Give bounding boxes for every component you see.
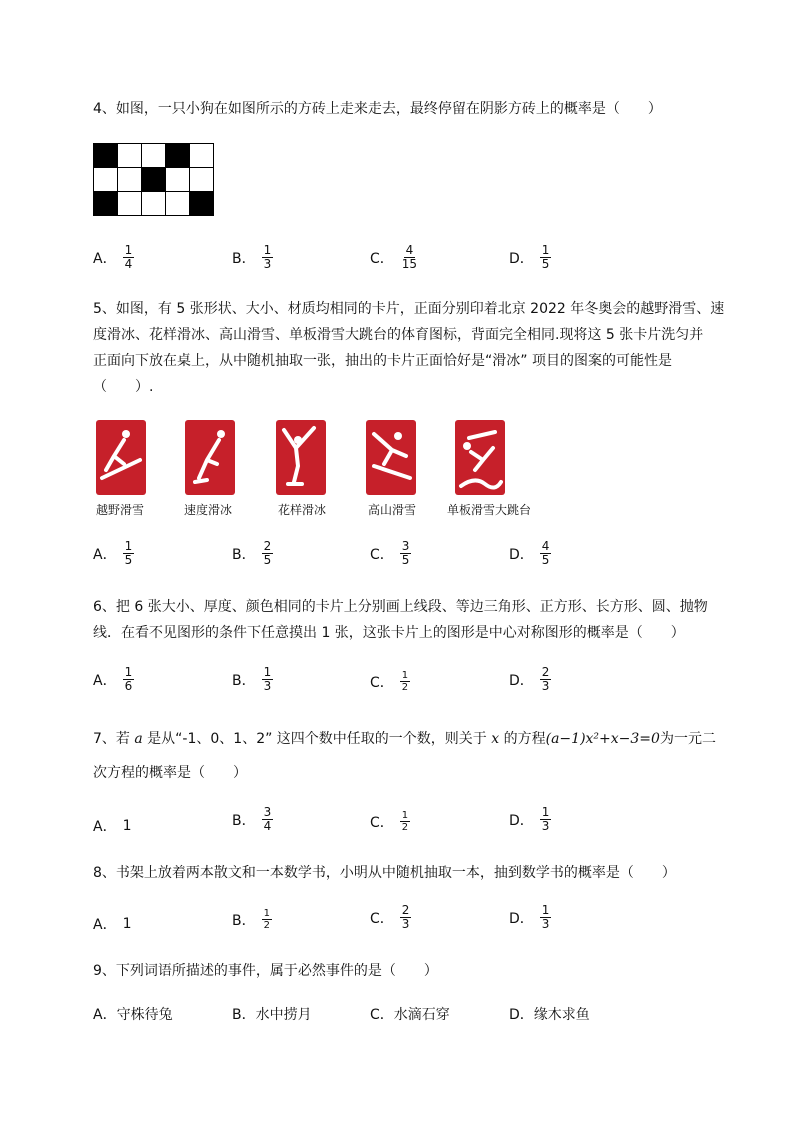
q6-option-b[interactable]: B． $\frac{1}{3}$ [232, 665, 272, 693]
q5-line4: （ ）. [93, 379, 154, 395]
tile [166, 168, 190, 192]
q8-option-a[interactable]: A． 1 [93, 916, 132, 933]
snowboard-big-air-icon [455, 420, 505, 495]
q4-option-c[interactable]: C． $\frac{4}{15}$ [370, 243, 418, 271]
shaded-tile [190, 192, 214, 216]
q8-text: 8、书架上放着两本散文和一本数学书，小明从中随机抽取一本，抽到数学书的概率是（ ） [93, 865, 676, 881]
q9-option-c[interactable]: C． 水滴石穿 [370, 1007, 450, 1023]
shaded-tile [142, 168, 166, 192]
q5-option-b[interactable]: B． $\frac{2}{5}$ [232, 539, 272, 567]
q5-option-a[interactable]: A． $\frac{1}{5}$ [93, 539, 133, 567]
q7-option-c[interactable]: C． $\frac{1}{2}$ [370, 810, 409, 833]
tile [118, 144, 142, 168]
cross-country-skiing-icon [96, 420, 146, 495]
tile [190, 168, 214, 192]
card-label: 越野滑雪 [96, 503, 145, 517]
q7-option-a[interactable]: A． 1 [93, 818, 132, 835]
q6-option-d[interactable]: D． $\frac{2}{3}$ [509, 665, 550, 693]
speed-skating-icon [185, 420, 235, 495]
tile [190, 144, 214, 168]
q8-option-d[interactable]: D． $\frac{1}{3}$ [509, 903, 550, 931]
tile [166, 192, 190, 216]
shaded-tile [166, 144, 190, 168]
q7-option-d[interactable]: D． $\frac{1}{3}$ [509, 805, 550, 833]
q4-text: 4、如图，一只小狗在如图所示的方砖上走来走去，最终停留在阴影方砖上的概率是（ ） [93, 101, 662, 117]
q9-option-a[interactable]: A． 守株待兔 [93, 1007, 173, 1023]
card-label: 高山滑雪 [368, 503, 417, 517]
card-label: 速度滑冰 [184, 503, 233, 517]
q5-line3: 正面向下放在桌上，从中随机抽取一张，抽出的卡片正面恰好是“滑冰” 项目的图案的可能性是 [93, 353, 672, 369]
tile [142, 144, 166, 168]
q7-line2: 次方程的概率是（ ） [93, 765, 247, 781]
q7-line1: 7、若 a 是从“-1、0、1、2” 这四个数中任取的一个数，则关于 x 的方程(a−1)x²+x−3=0为一元二 [93, 731, 716, 747]
q6-line1: 6、把 6 张大小、厚度、颜色相同的卡片上分别画上线段、等边三角形、正方形、长方形、圆、抛物 [93, 599, 708, 615]
shaded-tile [94, 144, 118, 168]
alpine-skiing-icon [366, 420, 416, 495]
q5-line2: 度滑冰、花样滑冰、高山滑雪、单板滑雪大跳台的体育图标，背面完全相同.现将这 5 张卡片洗匀并 [93, 327, 704, 343]
tile [142, 192, 166, 216]
q6-option-a[interactable]: A． $\frac{1}{6}$ [93, 665, 133, 693]
q4-option-d[interactable]: D． $\frac{1}{5}$ [509, 243, 550, 271]
q7-option-b[interactable]: B． $\frac{3}{4}$ [232, 805, 272, 833]
q9-option-b[interactable]: B． 水中捞月 [232, 1007, 312, 1023]
q5-line1: 5、如图，有 5 张形状、大小、材质均相同的卡片，正面分别印着北京 2022 年冬奥会的越野滑雪、速 [93, 301, 725, 317]
card-label: 单板滑雪大跳台 [447, 503, 532, 517]
q6-line2: 线．在看不见图形的条件下任意摸出 1 张，这张卡片上的图形是中心对称图形的概率是（ ） [93, 625, 685, 641]
q7-equation: (a−1)x²+x−3=0 [545, 731, 660, 747]
q7-var-a: a [134, 731, 143, 747]
figure-skating-icon [276, 420, 326, 495]
q4-option-a[interactable]: A． $\frac{1}{4}$ [93, 243, 133, 271]
tile [118, 168, 142, 192]
q6-option-c[interactable]: C． $\frac{1}{2}$ [370, 670, 409, 693]
q5-option-d[interactable]: D． $\frac{4}{5}$ [509, 539, 550, 567]
q9-text: 9、下列词语所描述的事件，属于必然事件的是（ ） [93, 963, 438, 979]
tile [118, 192, 142, 216]
q5-option-c[interactable]: C． $\frac{3}{5}$ [370, 539, 410, 567]
q7-var-x: x [491, 731, 500, 747]
tile [94, 168, 118, 192]
card-label: 花样滑冰 [278, 503, 327, 517]
q9-option-d[interactable]: D． 缘木求鱼 [509, 1007, 590, 1023]
tile-grid [93, 143, 214, 216]
q8-option-b[interactable]: B． $\frac{1}{2}$ [232, 908, 270, 931]
shaded-tile [94, 192, 118, 216]
q8-option-c[interactable]: C． $\frac{2}{3}$ [370, 903, 410, 931]
q4-option-b[interactable]: B． $\frac{1}{3}$ [232, 243, 272, 271]
